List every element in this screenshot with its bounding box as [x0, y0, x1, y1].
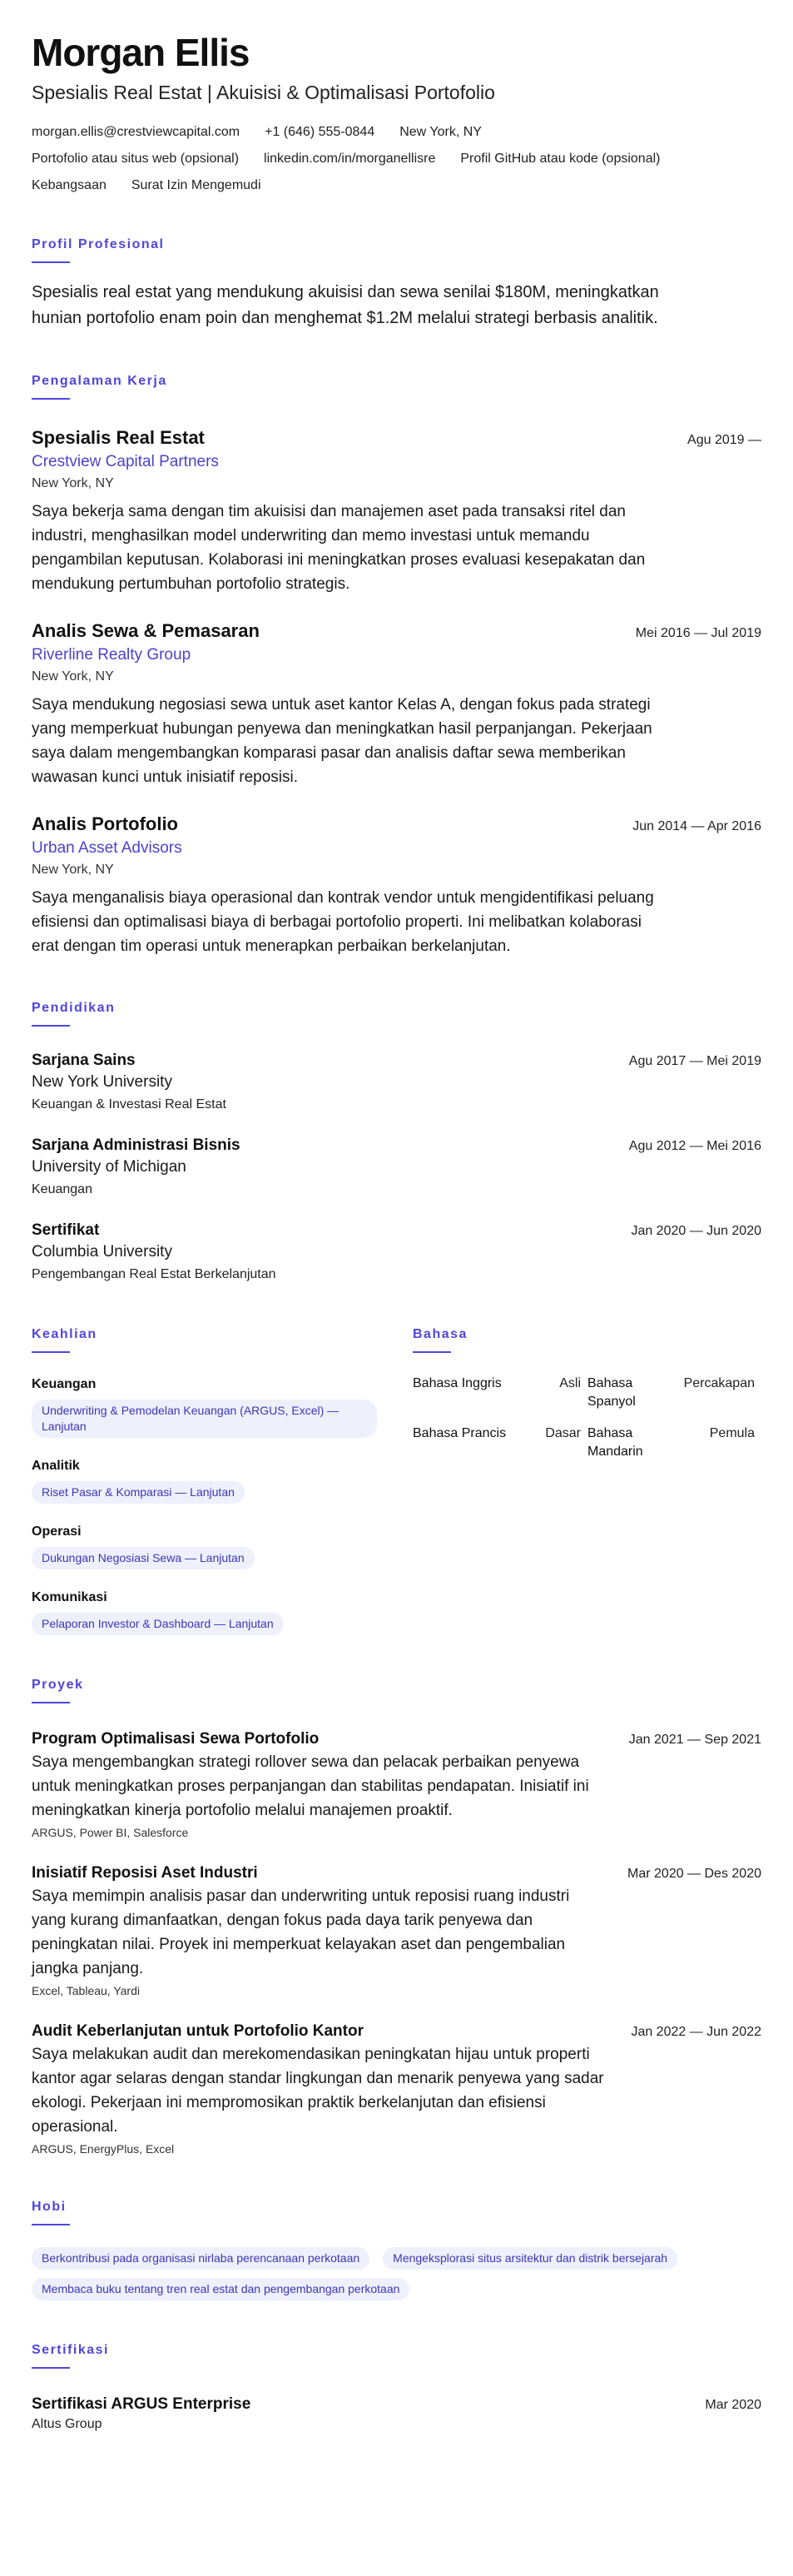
project-date: Jan 2021 — Sep 2021: [628, 1733, 761, 1747]
section-title: Sertifikasi: [32, 2343, 109, 2357]
company-name: Riverline Realty Group: [32, 646, 191, 664]
school-name: University of Michigan: [32, 1158, 186, 1176]
section-title: Pengalaman Kerja: [32, 374, 167, 388]
resume-header: [32, 30, 761, 195]
projects-section: [32, 1677, 761, 2157]
languages-grid: [413, 1375, 761, 1461]
language-name: Bahasa Inggris: [413, 1376, 502, 1390]
certification-issuer: Altus Group: [32, 2417, 102, 2431]
contact-website[interactable]: Portofolio atau situs web (opsional): [32, 152, 240, 166]
skill-category: Analitik: [32, 1459, 80, 1473]
degree-title: Sertifikat: [32, 1221, 100, 1239]
section-divider: [32, 2367, 70, 2369]
experience-entry: [32, 619, 761, 789]
experience-entry: [32, 426, 761, 596]
project-tools: Excel, Tableau, Yardi: [32, 1984, 140, 1997]
hobby-chip: Mengeksplorasi situs arsitektur dan distrik bersejarah: [383, 2247, 677, 2270]
job-location: New York, NY: [32, 476, 114, 490]
education-section: [32, 1000, 761, 1285]
contact-row-primary: [32, 123, 761, 142]
job-title: Spesialis Real Estat: [32, 427, 205, 448]
section-divider: [32, 1025, 70, 1027]
language-name: Bahasa Mandarin: [587, 1426, 643, 1459]
experience-entry: [32, 813, 761, 958]
skill-chip: Riset Pasar & Komparasi — Lanjutan: [32, 1481, 245, 1504]
education-date: Jan 2020 — Jun 2020: [631, 1224, 761, 1238]
project-entry: [32, 1728, 761, 1841]
profile-section: [32, 236, 761, 331]
language-item: [413, 1375, 587, 1411]
project-entry: [32, 1862, 761, 1999]
language-item: [413, 1425, 587, 1461]
education-date: Agu 2017 — Mei 2019: [628, 1054, 761, 1068]
contact-nationality: Kebangsaan: [32, 178, 107, 192]
section-divider: [32, 1702, 70, 1703]
company-name: Urban Asset Advisors: [32, 839, 182, 857]
contact-github[interactable]: Profil GitHub atau kode (opsional): [460, 152, 661, 166]
section-divider: [32, 261, 70, 263]
skill-category: Komunikasi: [32, 1590, 107, 1604]
certification-entry: [32, 2394, 761, 2434]
project-description: Saya mengembangkan strategi rollover sewa dan pelacak perbaikan penyewa untuk meningkatkan proses perpanjangan dan stabilitas pendapatan. Inisiatif ini meningkatkan kinerja portofolio melalui manajemen proaktif.: [32, 1753, 589, 1819]
profile-summary: Spesialis real estat yang mendukung akuisisi dan sewa senilai $180M, meningkatkan hunian portofolio enam poin dan menghemat $1.2M melalui strategi berbasis analitik.: [32, 283, 659, 327]
hobby-list: [32, 2247, 761, 2300]
job-title: Analis Portofolio: [32, 813, 178, 834]
contact-driving-license: Surat Izin Mengemudi: [131, 178, 261, 192]
education-date: Agu 2012 — Mei 2016: [628, 1139, 761, 1153]
skill-category: Operasi: [32, 1524, 82, 1539]
contact-location: New York, NY: [399, 125, 482, 139]
study-field: Pengembangan Real Estat Berkelanjutan: [32, 1267, 276, 1281]
language-item: [587, 1375, 761, 1411]
candidate-headline: Spesialis Real Estat | Akuisisi & Optimalisasi Portofolio: [32, 82, 495, 103]
project-entry: [32, 2021, 761, 2157]
language-name: Bahasa Spanyol: [587, 1376, 636, 1409]
education-entry: [32, 1135, 761, 1200]
project-date: Jan 2022 — Jun 2022: [631, 2025, 761, 2039]
section-title: Profil Profesional: [32, 237, 165, 251]
hobby-chip: Berkontribusi pada organisasi nirlaba perencanaan perkotaan: [32, 2247, 369, 2270]
school-name: New York University: [32, 1073, 172, 1091]
job-description: Saya menganalisis biaya operasional dan kontrak vendor untuk mengidentifikasi peluang efisiensi dan optimalisasi biaya di berbagai portofolio properti. Ini melibatkan kolaborasi erat dengan tim operasi untuk menerapkan perbaikan berkelanjutan.: [32, 889, 654, 955]
job-title: Analis Sewa & Pemasaran: [32, 620, 260, 641]
contact-email[interactable]: morgan.ellis@crestviewcapital.com: [32, 125, 240, 139]
project-tools: ARGUS, Power BI, Salesforce: [32, 1826, 189, 1839]
job-date: Mei 2016 — Jul 2019: [635, 626, 761, 640]
school-name: Columbia University: [32, 1243, 172, 1261]
section-divider: [32, 1351, 70, 1353]
contact-row-extra: [32, 177, 761, 195]
section-title: Bahasa: [413, 1327, 468, 1341]
language-level: Dasar: [545, 1426, 581, 1440]
job-date: Jun 2014 — Apr 2016: [632, 819, 761, 833]
language-item: [587, 1425, 761, 1461]
language-name: Bahasa Prancis: [413, 1426, 507, 1440]
certification-date: Mar 2020: [705, 2398, 761, 2412]
job-location: New York, NY: [32, 863, 114, 877]
degree-title: Sarjana Administrasi Bisnis: [32, 1136, 240, 1154]
skill-chip: Pelaporan Investor & Dashboard — Lanjutan: [32, 1613, 284, 1635]
education-entry: [32, 1050, 761, 1115]
section-title: Proyek: [32, 1678, 84, 1692]
language-level: Percakapan: [683, 1376, 755, 1390]
education-entry: [32, 1220, 761, 1285]
job-description: Saya bekerja sama dengan tim akuisisi dan manajemen aset pada transaksi ritel dan industri, menghasilkan model underwriting dan memo investasi untuk memandu pengambilan keputusan. Kolaborasi ini meningkatkan proses evaluasi kesepakatan dan mendukung pertumbuhan portofolio strategis.: [32, 503, 646, 593]
language-level: Asli: [559, 1376, 581, 1390]
language-level: Pemula: [709, 1426, 755, 1440]
hobbies-section: [32, 2199, 761, 2300]
job-location: New York, NY: [32, 669, 114, 684]
section-divider: [413, 1351, 451, 1353]
skills-languages-row: [32, 1326, 761, 1635]
skill-chip: Underwriting & Pemodelan Keuangan (ARGUS, Excel) — Lanjutan: [32, 1400, 377, 1438]
project-name: Program Optimalisasi Sewa Portofolio: [32, 1730, 320, 1748]
section-divider: [32, 398, 70, 400]
degree-title: Sarjana Sains: [32, 1052, 136, 1069]
study-field: Keuangan & Investasi Real Estat: [32, 1097, 226, 1111]
job-date: Agu 2019 —: [687, 433, 761, 447]
hobby-chip: Membaca buku tentang tren real estat dan pengembangan perkotaan: [32, 2278, 409, 2300]
company-name: Crestview Capital Partners: [32, 453, 219, 470]
candidate-name: Morgan Ellis: [32, 31, 250, 74]
project-description: Saya melakukan audit dan merekomendasikan peningkatan hijau untuk properti kantor agar selaras dengan standar lingkungan dan menarik penyewa yang sadar ekologi. Pekerjaan ini mempromosikan praktik berkelanjutan dan efisiensi operasional.: [32, 2046, 604, 2136]
job-description: Saya mendukung negosiasi sewa untuk aset kantor Kelas A, dengan fokus pada strategi yang memperkuat hubungan penyewa dan meningkatkan hasil perpanjangan. Pekerjaan saya dalam mengembangkan komparasi pasar dan analisis daftar sewa memberikan wawasan kunci untuk inisiatif reposisi.: [32, 696, 652, 786]
project-tools: ARGUS, EnergyPlus, Excel: [32, 2142, 175, 2156]
languages-section: [413, 1326, 761, 1635]
skills-section: [32, 1326, 413, 1635]
project-description: Saya memimpin analisis pasar dan underwriting untuk reposisi ruang industri yang kurang dimanfaatkan, dengan fokus pada daya tarik penyewa dan peningkatan nilai. Proyek ini memperkuat kelayakan aset dan pengembalian jangka panjang.: [32, 1887, 570, 1977]
project-name: Inisiatif Reposisi Aset Industri: [32, 1864, 258, 1882]
section-title: Pendidikan: [32, 1001, 116, 1015]
certifications-section: [32, 2342, 761, 2434]
experience-section: [32, 373, 761, 958]
project-date: Mar 2020 — Des 2020: [627, 1867, 761, 1881]
skill-chip: Dukungan Negosiasi Sewa — Lanjutan: [32, 1547, 255, 1569]
certification-name: Sertifikasi ARGUS Enterprise: [32, 2395, 251, 2413]
study-field: Keuangan: [32, 1182, 92, 1196]
section-title: Hobi: [32, 2200, 67, 2214]
project-name: Audit Keberlanjutan untuk Portofolio Kantor: [32, 2022, 364, 2040]
contact-row-links: [32, 150, 761, 168]
skill-category: Keuangan: [32, 1377, 97, 1391]
section-divider: [32, 2224, 70, 2225]
contact-phone[interactable]: +1 (646) 555-0844: [265, 125, 375, 139]
contact-linkedin[interactable]: linkedin.com/in/morganellisre: [264, 152, 436, 166]
section-title: Keahlian: [32, 1327, 97, 1341]
